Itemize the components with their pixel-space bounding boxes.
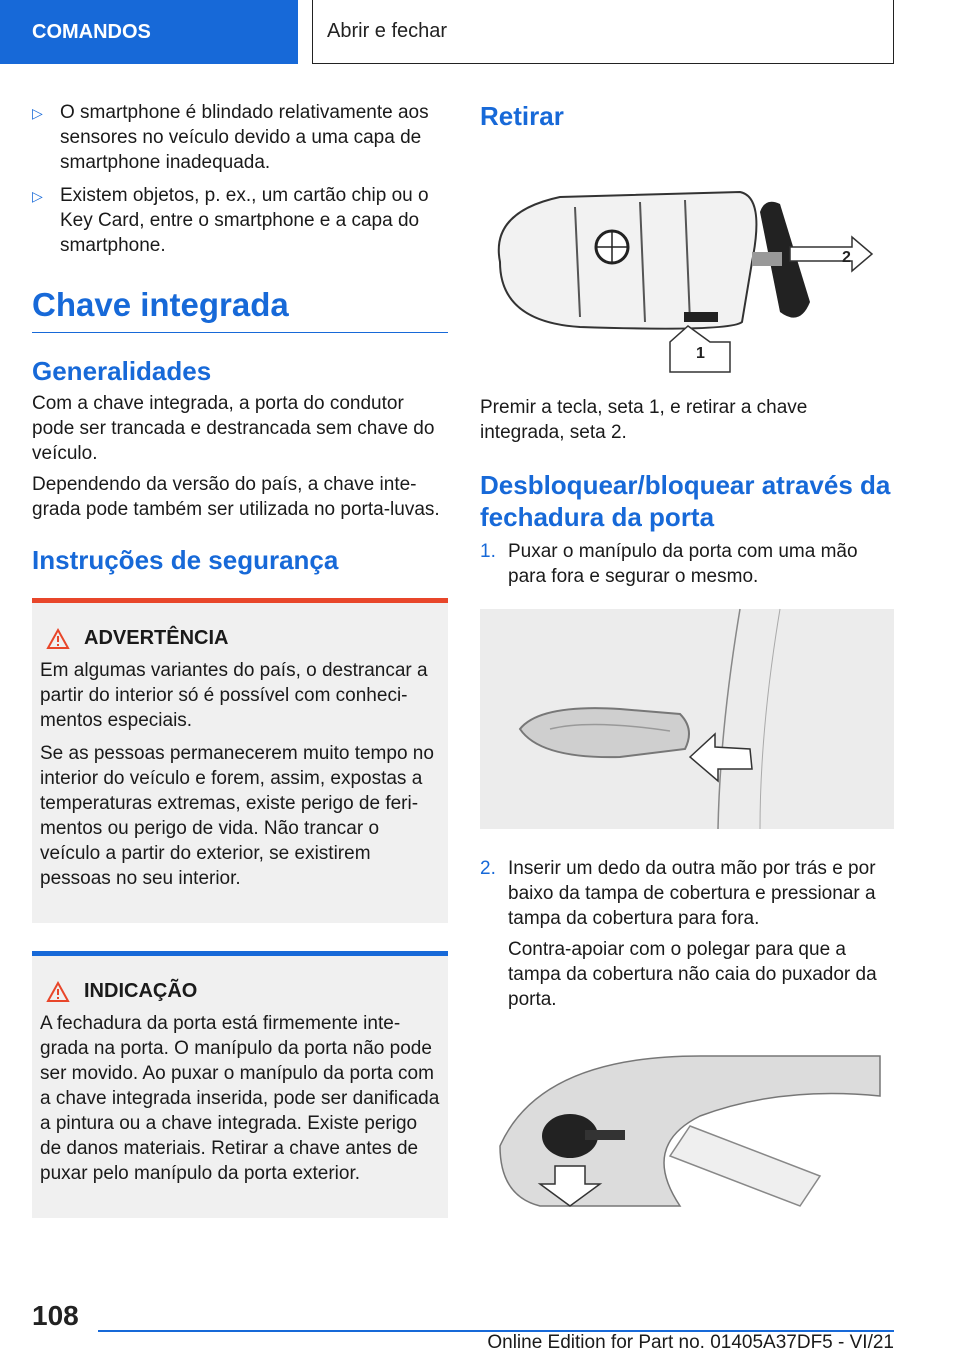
note-text: A fechadura da porta está firmemente inte-grada na porta. O manípulo da porta não pode ser movido. Ao puxar o manípulo da porta com a chave integrada inserida, pode ser danificada a pintura ou a chave integrada. Existe perigo de danos materiais. Retirar a chave antes de puxar pelo manípulo da porta exterior. — [40, 1013, 440, 1184]
step-text: Puxar o manípulo da porta com uma mão para fora e segurar o mesmo. — [508, 541, 858, 587]
heading-unlock-lock: Desbloquear/bloquear através da fechadura da porta — [480, 470, 891, 532]
warning-box — [32, 598, 448, 923]
step-number: 1. — [480, 541, 496, 562]
paragraph: Premir a tecla, seta 1, e retirar a chave integrada, seta 2. — [480, 397, 808, 443]
warning-title: ADVERTÊNCIA — [84, 627, 229, 649]
arrow-label-1: 1 — [696, 345, 705, 362]
step-number: 2. — [480, 858, 496, 879]
chapter-title: Abrir e fechar — [312, 0, 894, 64]
heading-safety: Instruções de segurança — [32, 545, 339, 575]
warning-text: Se as pessoas permanecerem muito tempo no interior do veículo e forem, assim, expostas a temperaturas extremas, existe perigo de feri-mentos ou perigo de vida. Não trancar o veículo a partir do exterior, se existirem pessoas no seu interior. — [40, 743, 434, 889]
heading-general: Generalidades — [32, 356, 212, 386]
bullet-text: O smartphone é blindado relativamente aos sensores no veículo devido a uma capa de smartphone inadequada. — [60, 102, 429, 173]
list-item — [480, 539, 894, 589]
edition-text: Online Edition for Part no. 01405A37DF5 - VI/21 — [487, 1332, 894, 1353]
notice-triangle-icon — [46, 981, 70, 1003]
paragraph: Dependendo da versão do país, a chave inte-grada pode também ser utilizada no porta-luvas. — [32, 474, 440, 520]
left-column — [32, 100, 448, 1218]
step-text: Contra-apoiar com o polegar para que a tampa da cobertura não caia do puxador da porta. — [508, 939, 877, 1010]
heading-integrated-key: Chave integrada — [32, 286, 448, 333]
list-item — [480, 856, 894, 1012]
heading-remove: Retirar — [480, 101, 564, 131]
cover-cap-figure — [480, 1036, 894, 1216]
list-item — [32, 100, 448, 175]
key-removal-figure — [480, 152, 894, 362]
warning-text: Em algumas variantes do país, o destrancar a partir do interior só é possível com conheci-mentos especiais. — [40, 660, 428, 731]
note-box — [32, 951, 448, 1218]
door-handle-figure — [480, 609, 894, 829]
page-number: 108 — [32, 1300, 79, 1331]
warning-triangle-icon — [46, 628, 70, 650]
triangle-bullet-icon: ▷ — [32, 188, 43, 204]
section-tab: COMANDOS — [0, 0, 298, 64]
arrow-label-2: 2 — [842, 249, 851, 266]
paragraph: Com a chave integrada, a porta do condutor pode ser trancada e destrancada sem chave do veículo. — [32, 393, 435, 464]
note-title: INDICAÇÃO — [84, 980, 198, 1002]
list-item — [32, 183, 448, 258]
bullet-text: Existem objetos, p. ex., um cartão chip ou o Key Card, entre o smartphone e a capa do smartphone. — [60, 185, 429, 256]
right-column — [480, 100, 894, 1237]
triangle-bullet-icon: ▷ — [32, 105, 43, 121]
step-text: Inserir um dedo da outra mão por trás e por baixo da tampa de cobertura e pressionar a tampa da cobertura para fora. — [508, 858, 876, 929]
